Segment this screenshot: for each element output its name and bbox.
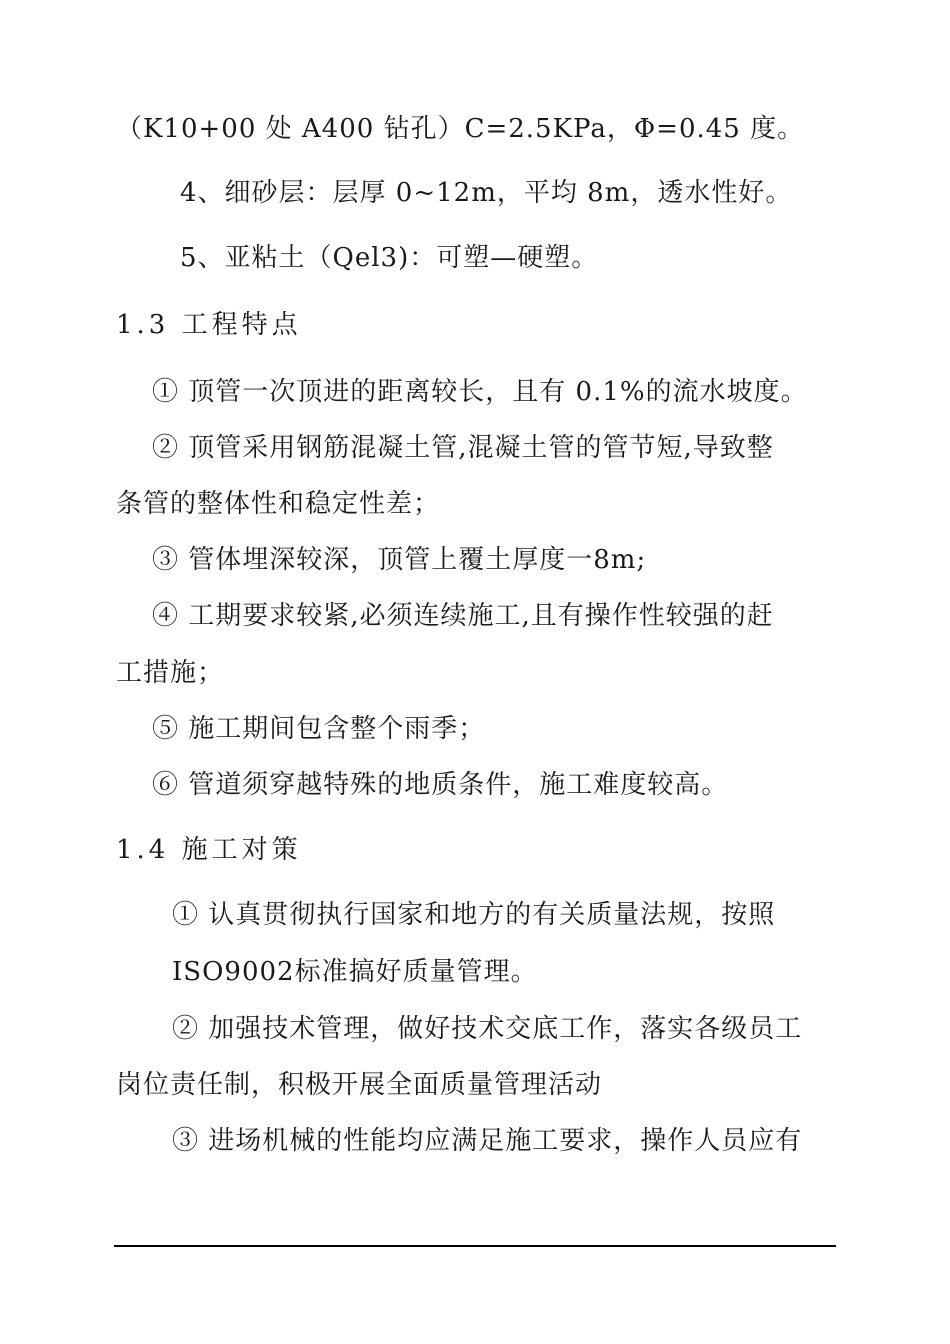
- footer-rule: [114, 1245, 836, 1247]
- list-item: ① 顶管一次顶进的距离较长，且有 0.1%的流水坡度。: [152, 377, 808, 407]
- section-heading: 1.3 工程特点: [116, 310, 302, 340]
- list-item: ③ 管体埋深较深，顶管上覆土厚度一8m;: [152, 545, 647, 575]
- list-item: ③ 进场机械的性能均应满足施工要求，操作人员应有: [172, 1126, 803, 1156]
- list-item: ① 认真贯彻执行国家和地方的有关质量法规，按照: [172, 900, 776, 930]
- text-line: （K10+00 处 A400 钻孔）C=2.5KPa，Φ=0.45 度。: [116, 114, 805, 144]
- list-item-continuation: 岗位责任制，积极开展全面质量管理活动: [116, 1070, 603, 1100]
- list-item: ② 加强技术管理，做好技术交底工作，落实各级员工: [172, 1014, 803, 1044]
- list-item-continuation: 工措施；: [116, 658, 225, 688]
- list-item: ④ 工期要求较紧,必须连续施工,且有操作性较强的赶: [152, 601, 774, 631]
- list-item: ⑥ 管道须穿越特殊的地质条件，施工难度较高。: [152, 770, 729, 800]
- text-line: 4、细砂层：层厚 0~12m，平均 8m，透水性好。: [180, 178, 793, 208]
- list-item: ⑤ 施工期间包含整个雨季；: [152, 714, 486, 744]
- section-heading: 1.4 施工对策: [116, 835, 302, 865]
- list-item-continuation: 条管的整体性和稳定性差；: [116, 489, 441, 519]
- list-item-continuation: ISO9002标准搞好质量管理。: [172, 957, 538, 987]
- text-line: 5、亚粘土（Qel3)：可塑—硬塑。: [180, 243, 599, 273]
- list-item: ② 顶管采用钢筋混凝土管,混凝土管的管节短,导致整: [152, 433, 774, 463]
